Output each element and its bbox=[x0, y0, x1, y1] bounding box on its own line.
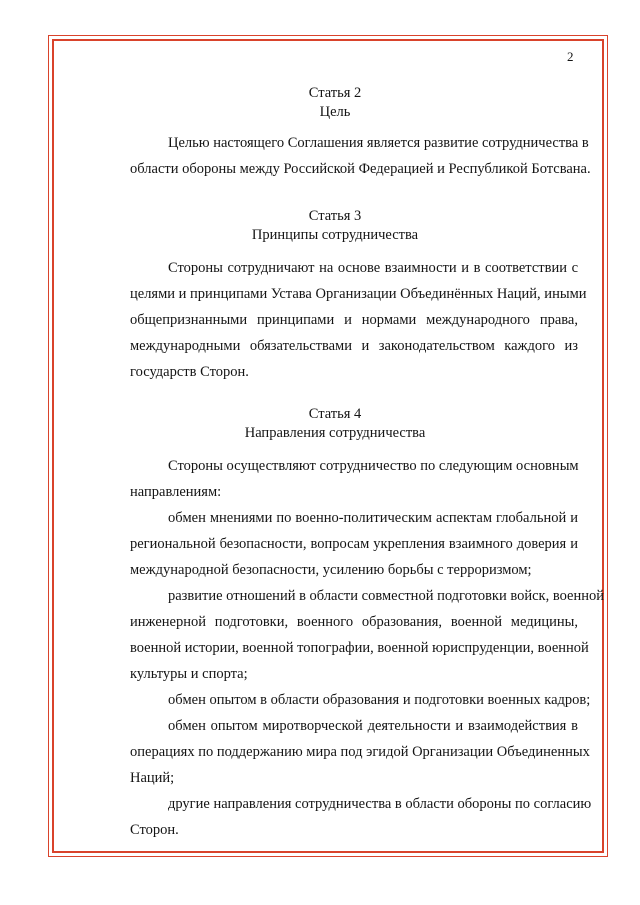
text-line: международными обязательствами и законодательством каждого из bbox=[130, 338, 578, 354]
text-line: общепризнанными принципами и нормами международного права, bbox=[130, 312, 578, 328]
text-line: Стороны осуществляют сотрудничество по следующим основным bbox=[168, 458, 579, 474]
text-line: государств Сторон. bbox=[130, 364, 249, 380]
paragraph bbox=[92, 791, 592, 843]
text-line: культуры и спорта; bbox=[130, 666, 248, 682]
page-number: 2 bbox=[567, 49, 574, 64]
text-line: обмен опытом в области образования и подготовки военных кадров; bbox=[168, 692, 591, 708]
text-line: обмен опытом миротворческой деятельности и взаимодействия в bbox=[168, 718, 578, 734]
paragraph bbox=[92, 713, 590, 791]
article-title: Цель bbox=[319, 104, 351, 120]
text-line: направлениям: bbox=[130, 484, 222, 500]
paragraph bbox=[92, 255, 587, 385]
article-title: Направления сотрудничества bbox=[244, 425, 426, 441]
text-line: целями и принципами Устава Организации Объединённых Наций, иными bbox=[130, 286, 587, 302]
text-line: Сторон. bbox=[130, 822, 179, 838]
paragraph bbox=[92, 453, 578, 505]
text-line: развитие отношений в области совместной подготовки войск, военной bbox=[168, 588, 604, 604]
article-4-body bbox=[92, 453, 604, 843]
paragraph bbox=[92, 130, 591, 182]
text-line: операциях по поддержанию мира под эгидой Организации Объединенных bbox=[130, 744, 590, 760]
article-3-heading bbox=[92, 207, 578, 245]
article-2-heading bbox=[92, 84, 578, 122]
text-line: инженерной подготовки, военного образования, военной медицины, bbox=[130, 614, 578, 630]
text-line: обмен мнениями по военно-политическим аспектам глобальной и bbox=[168, 510, 578, 526]
paragraph bbox=[92, 687, 591, 713]
article-2-body bbox=[92, 130, 591, 182]
text-line: международной безопасности, усилению борьбы с терроризмом; bbox=[130, 562, 532, 578]
text-line: региональной безопасности, вопросам укрепления взаимного доверия и bbox=[130, 536, 578, 552]
text-line: Стороны сотрудничают на основе взаимности и в соответствии с bbox=[168, 260, 578, 276]
article-3-body bbox=[92, 255, 587, 385]
text-line: области обороны между Российской Федерацией и Республикой Ботсвана. bbox=[130, 161, 591, 177]
article-number: Статья 3 bbox=[308, 208, 362, 224]
text-line: Целью настоящего Соглашения является развитие сотрудничества в bbox=[168, 135, 589, 151]
article-number: Статья 4 bbox=[308, 406, 362, 422]
text-line: военной истории, военной топографии, военной юриспруденции, военной bbox=[130, 640, 589, 656]
paragraph bbox=[92, 505, 578, 583]
text-line: Наций; bbox=[130, 770, 175, 786]
article-number: Статья 2 bbox=[308, 85, 362, 101]
paragraph bbox=[92, 583, 604, 687]
article-title: Принципы сотрудничества bbox=[251, 227, 419, 243]
article-4-heading bbox=[92, 405, 578, 443]
text-line: другие направления сотрудничества в области обороны по согласию bbox=[168, 796, 592, 812]
